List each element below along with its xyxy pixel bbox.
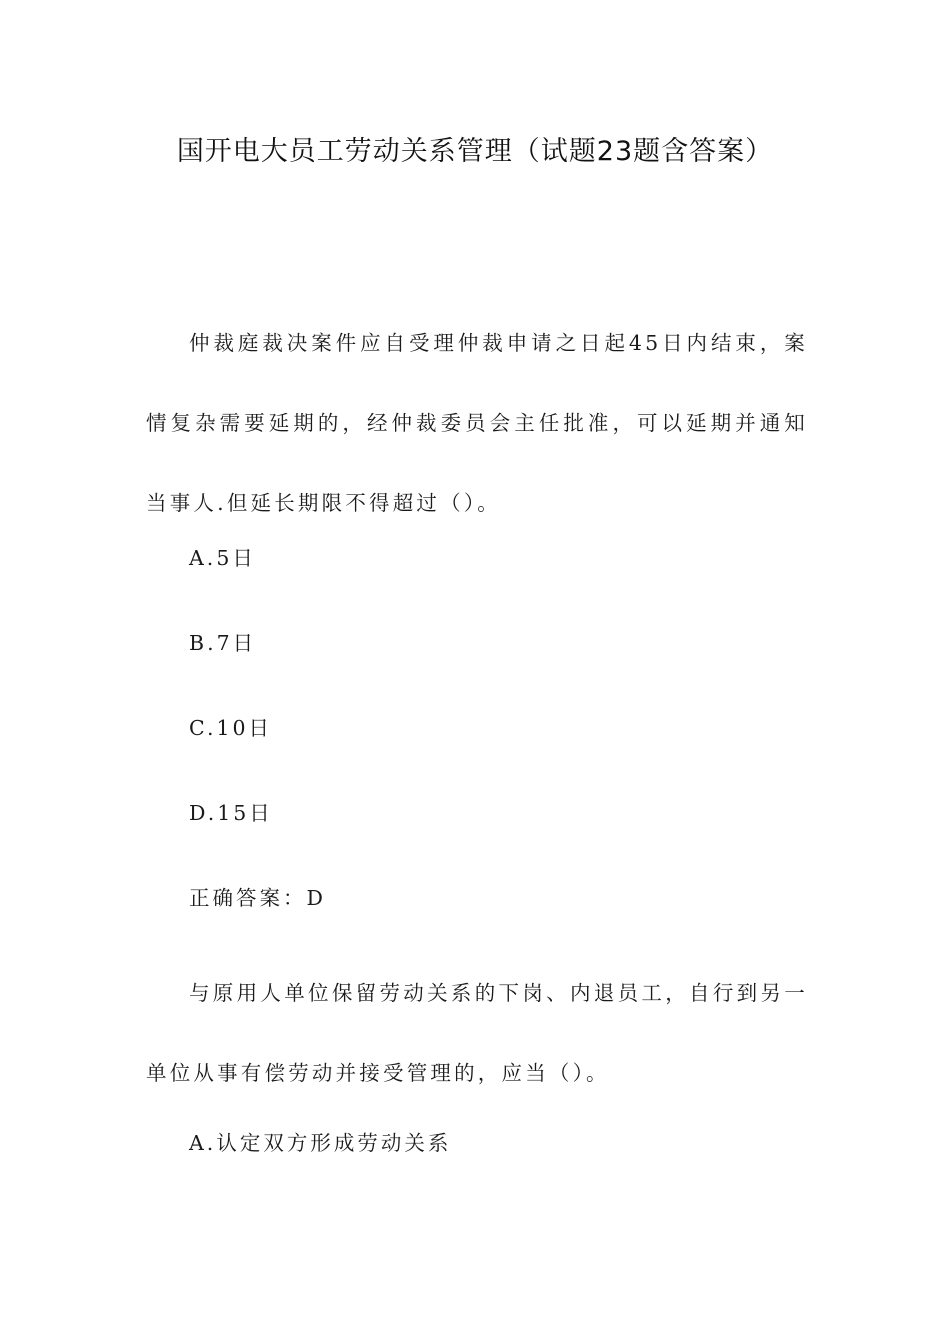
option-c: C.10日 xyxy=(189,716,273,740)
question-stem: 与原用人单位保留劳动关系的下岗、内退员工，自行到另一单位从事有偿劳动并接受管理的，应当（）。 xyxy=(146,981,808,1085)
option-a: A.5日 xyxy=(189,546,256,570)
option-b: B.7日 xyxy=(189,631,257,655)
page-title: 国开电大员工劳动关系管理（试题23题含答案） xyxy=(176,136,774,167)
option-a: A.认定双方形成劳动关系 xyxy=(189,1131,452,1155)
correct-answer: 正确答案：D xyxy=(189,886,326,910)
question-stem: 仲裁庭裁决案件应自受理仲裁申请之日起45日内结束，案情复杂需要延期的，经仲裁委员会主任批准，可以延期并通知当事人.但延长期限不得超过（）。 xyxy=(146,331,808,515)
option-d: D.15日 xyxy=(189,801,273,825)
